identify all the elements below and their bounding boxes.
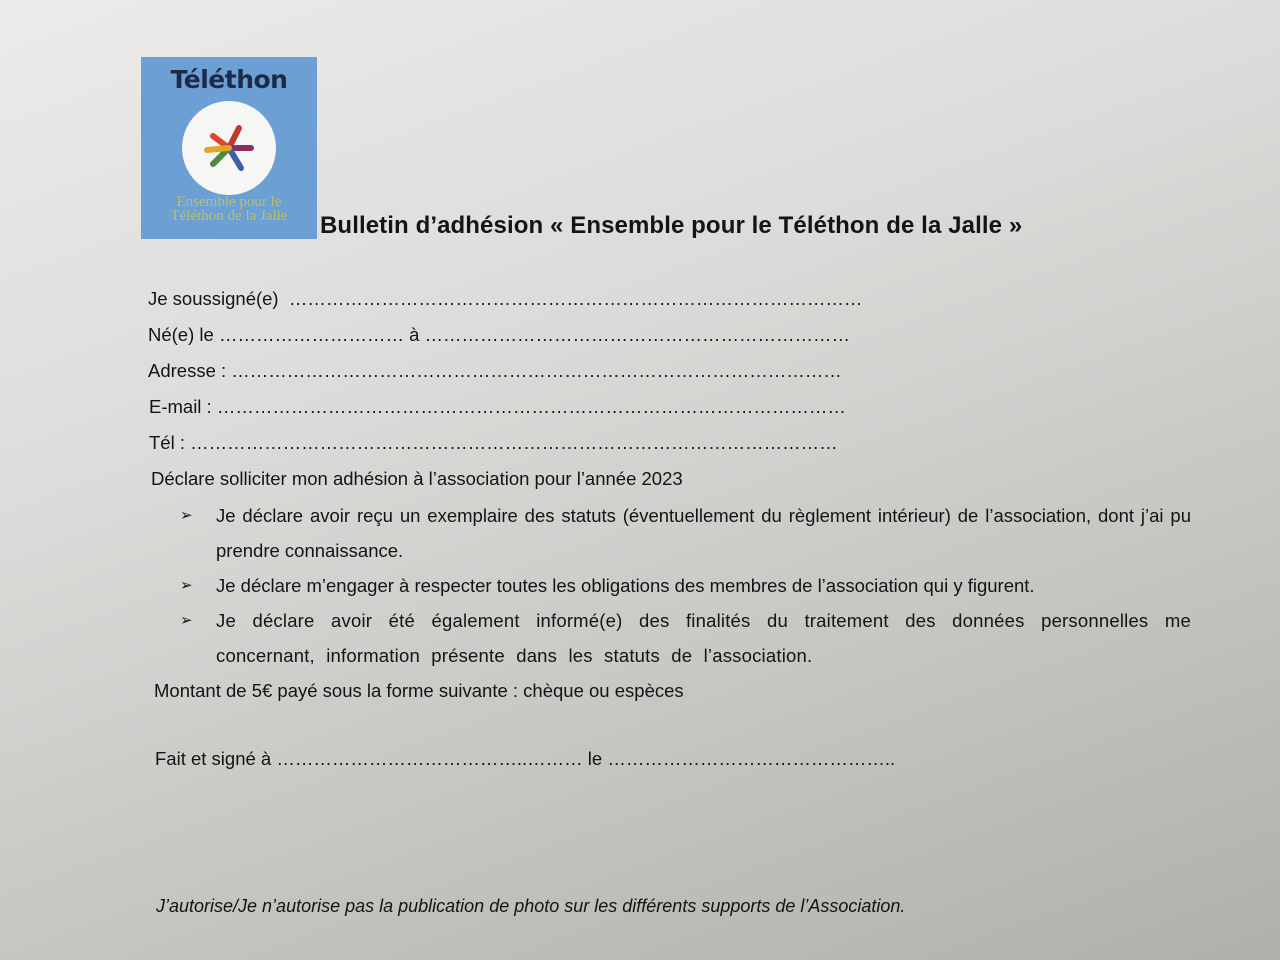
photo-consent: J’autorise/Je n’autorise pas la publication de photo sur les différents supports de l’Association. [156, 896, 906, 916]
hands-circle-icon [186, 105, 272, 191]
field-name: Je soussigné(e) ………………………………………………………………………………… [148, 288, 863, 309]
arrow-bullet-icon: ➢ [180, 507, 193, 524]
document-title: Bulletin d’adhésion « Ensemble pour le Téléthon de la Jalle » [320, 212, 1023, 239]
field-birth: Né(e) le ………………………… à …………………………………………………………… [148, 324, 851, 345]
field-email: E-mail : ………………………………………………………………………………………… [149, 396, 846, 417]
payment-info: Montant de 5€ payé sous la forme suivante : chèque ou espèces [154, 680, 684, 701]
field-address: Adresse : ……………………………………………………………………………………… [148, 360, 842, 381]
declaration: Déclare solliciter mon adhésion à l’association pour l’année 2023 [151, 468, 683, 489]
arrow-bullet-icon: ➢ [180, 577, 193, 594]
field-phone: Tél : …………………………………………………………………………………………… [149, 432, 838, 453]
logo-brand: Téléthon [170, 65, 288, 94]
signature-line: Fait et signé à …………………………………..……… le ……………………………………….. [155, 748, 896, 769]
telethon-logo [141, 57, 317, 239]
logo-caption: Ensemble pour le Téléthon de la Jalle [170, 194, 288, 224]
arrow-bullet-icon: ➢ [180, 612, 193, 629]
